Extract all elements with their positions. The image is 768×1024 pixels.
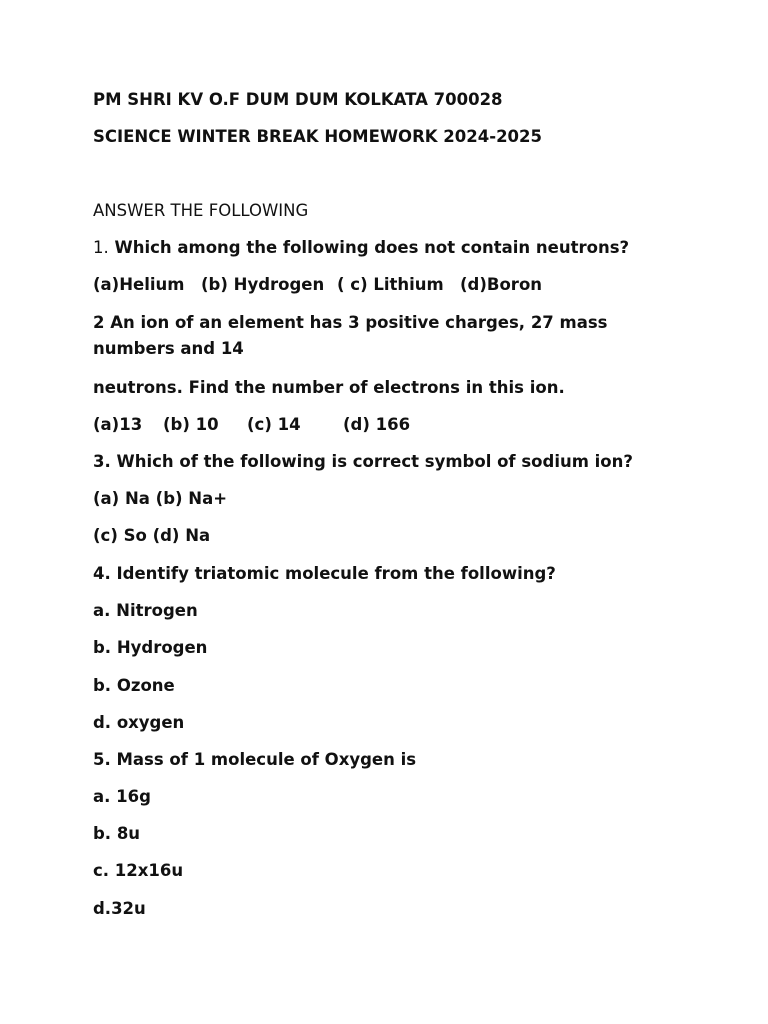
question-4-text: 4. Identify triatomic molecule from the following? [93,564,556,583]
question-3-options-line-2: (c) So (d) Na [93,526,211,545]
question-5-option-c: c. 12x16u [93,861,184,880]
question-2-option-b: (b) 10 [163,415,219,434]
question-2-text-part1: 2 An ion of an element has 3 positive charges, 27 mass numbers and 14 [93,313,608,358]
homework-title: SCIENCE WINTER BREAK HOMEWORK 2024-2025 [93,127,542,146]
question-2-options [93,412,693,438]
question-1-option-a: (a)Helium [93,275,185,294]
question-5-option-b: b. 8u [93,824,141,843]
question-5-option-a: a. 16g [93,787,151,806]
question-4-option-a: a. Nitrogen [93,601,198,620]
question-1-number: 1. [93,238,109,257]
question-3-text: 3. Which of the following is correct symbol of sodium ion? [93,452,633,471]
question-1-option-d: (d)Boron [460,275,543,294]
question-4-option-c: b. Ozone [93,676,175,695]
question-1-text: Which among the following does not contain neutrons? [108,238,630,257]
question-2-text-part2: neutrons. Find the number of electrons in this ion. [93,378,565,397]
question-5-option-d: d.32u [93,899,146,918]
question-1-option-b: (b) Hydrogen [201,275,325,294]
question-5-text: 5. Mass of 1 molecule of Oxygen is [93,750,417,769]
question-2-option-a: (a)13 [93,415,143,434]
question-1-option-c: ( c) Lithium [337,275,444,294]
instruction-text: ANSWER THE FOLLOWING [93,201,309,220]
question-1 [93,235,693,261]
question-2-option-d: (d) 166 [343,415,411,434]
question-3-options-line-1: (a) Na (b) Na+ [93,489,228,508]
question-2-option-c: (c) 14 [247,415,301,434]
question-4-option-d: d. oxygen [93,713,185,732]
school-heading: PM SHRI KV O.F DUM DUM KOLKATA 700028 [93,90,503,109]
question-1-options [93,272,693,298]
question-4-option-b: b. Hydrogen [93,638,208,657]
